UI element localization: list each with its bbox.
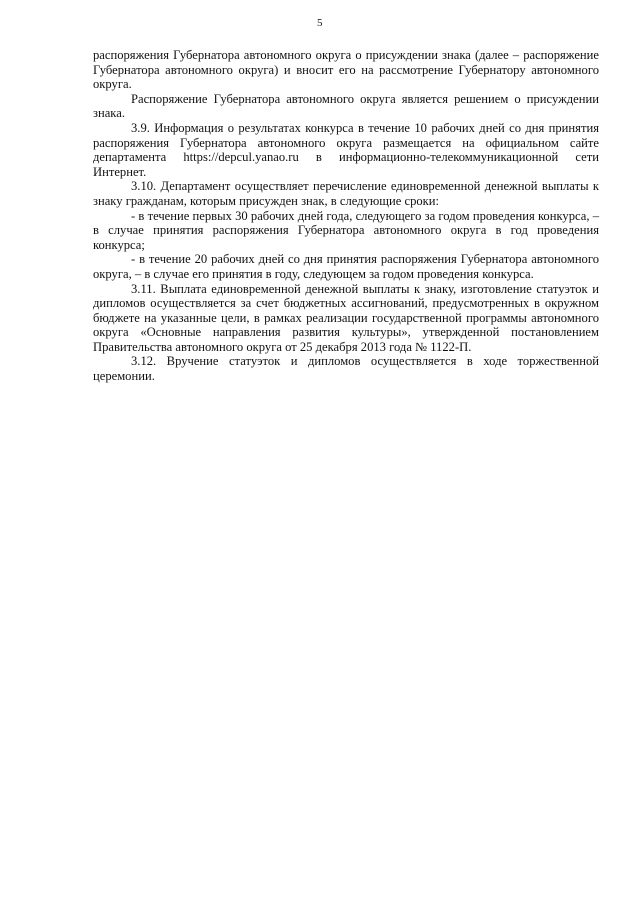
- paragraph-3-10: 3.10. Департамент осуществляет перечисление единовременной денежной выплаты к знаку гражданам, которым присужден знак, в следующие сроки:: [93, 179, 599, 208]
- paragraph-3-9: 3.9. Информация о результатах конкурса в течение 10 рабочих дней со дня принятия распоряжения Губернатора автономного округа размещается на официальном сайте департамента https://depcul.yanao.ru в информационно-телекоммуникационной сети Интернет.: [93, 120, 599, 179]
- paragraph-decision: Распоряжение Губернатора автономного округа является решением о присуждении знака.: [93, 91, 599, 121]
- paragraph-continuation: распоряжения Губернатора автономного округа о присуждении знака (далее – распоряжение Губернатора автономного округа) и вносит его на рассмотрение Губернатору автономного округа.: [93, 48, 599, 92]
- list-item-second-term: - в течение 20 рабочих дней со дня принятия распоряжения Губернатора автономного округа, – в случае его принятия в году, следующем за годом проведения конкурса.: [93, 252, 599, 281]
- document-body: [93, 48, 599, 384]
- paragraph-3-12: 3.12. Вручение статуэток и дипломов осуществляется в ходе торжественной церемонии.: [93, 354, 599, 384]
- paragraph-3-11: 3.11. Выплата единовременной денежной выплаты к знаку, изготовление статуэток и дипломов осуществляется за счет бюджетных ассигнований, предусмотренных в окружном бюджете на указанные цели, в рамках реализации государственной программы автономного округа «Основные направления развития культуры», утвержденной постановлением Правительства автономного округа от 25 декабря 2013 года № 1122-П.: [93, 281, 599, 354]
- list-item-first-term: - в течение первых 30 рабочих дней года, следующего за годом проведения конкурса, – в случае принятия распоряжения Губернатора автономного округа в год проведения конкурса;: [93, 208, 599, 252]
- page-number: 5: [317, 17, 323, 29]
